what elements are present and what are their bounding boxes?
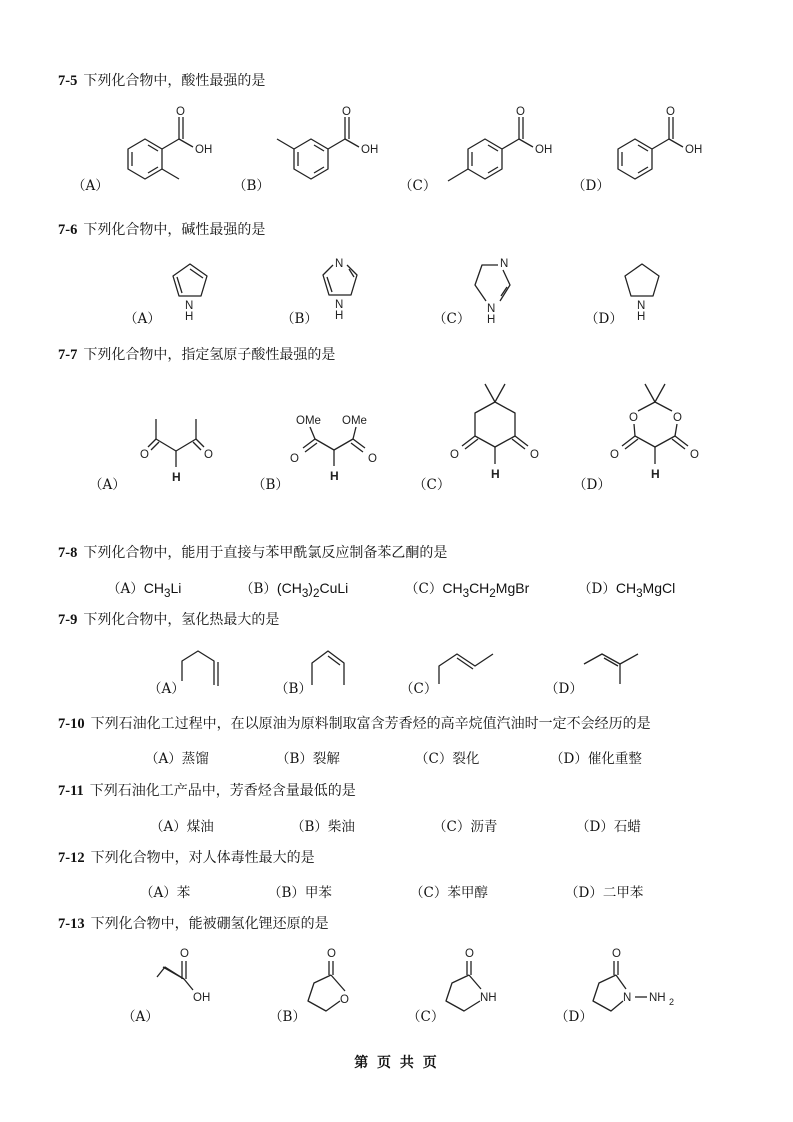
- question-stem: 下列化合物中，能用于直接与苯甲酰氯反应制备苯乙酮的是: [83, 545, 448, 561]
- question-7-10: [58, 715, 651, 733]
- structure-trans-2-pentene: [437, 642, 507, 692]
- atom-h: H: [487, 314, 496, 326]
- atom-oh: OH: [195, 144, 213, 156]
- question-stem: 下列化合物中，氢化热最大的是: [83, 612, 280, 628]
- question-stem: 下列化合物中，酸性最强的是: [83, 73, 266, 89]
- question-stem: 下列石油化工过程中，在以原油为原料制取富含芳香烃的高辛烷值汽油时一定不会经历的是: [90, 716, 651, 732]
- atom-n: N: [637, 300, 646, 312]
- option-c: （C）苯甲醇: [410, 885, 488, 901]
- structure-imidazoline: [470, 253, 520, 326]
- structure-3-methylbenzoic-acid: [275, 105, 395, 190]
- atom-h-designated: H: [491, 467, 500, 481]
- atom-o: O: [450, 449, 459, 461]
- option-a: $(A)CH_3Li$: [107, 580, 182, 600]
- structure-4-methylbenzoic-acid: [440, 105, 570, 190]
- question-7-6: [58, 221, 265, 239]
- question-number: 7-8: [58, 545, 78, 561]
- structure-pyrrole: [168, 258, 218, 323]
- question-stem: 下列化合物中，能被硼氢化锂还原的是: [90, 916, 329, 932]
- question-stem: 下列化合物中，对人体毒性最大的是: [90, 850, 315, 866]
- question-7-8: [58, 544, 447, 562]
- option-label-c: （C）: [400, 681, 438, 697]
- question-7-9: [58, 611, 279, 629]
- structure-meldrums-acid: [605, 380, 715, 490]
- atom-ome: OMe: [296, 415, 321, 427]
- structure-dimethyl-malonate: [290, 410, 390, 490]
- question-7-5: [58, 72, 265, 90]
- atom-o: O: [666, 106, 675, 118]
- option-label-d: （D）: [555, 1009, 593, 1025]
- option-d: （D）二甲苯: [565, 885, 644, 901]
- option-c: （C）裂化: [415, 751, 480, 767]
- option-label-c: （C）: [433, 311, 471, 327]
- question-number: 7-13: [58, 916, 85, 932]
- structure-butanoic-acid-chain: [155, 945, 235, 1020]
- atom-o: O: [530, 449, 539, 461]
- question-number: 7-11: [58, 783, 84, 799]
- atom-oh: OH: [535, 144, 553, 156]
- option-label-d: （D）: [585, 311, 623, 327]
- structure-acetylacetone: [140, 415, 240, 490]
- atom-ome: OMe: [342, 415, 367, 427]
- option-label-b: （B）: [269, 1009, 306, 1025]
- structure-gamma-butyrolactone: [300, 945, 370, 1020]
- atom-nh2: NH: [649, 992, 666, 1004]
- option-b: （B）甲苯: [268, 885, 332, 901]
- structure-2-pyrrolidinone: [438, 945, 518, 1020]
- question-number: 7-10: [58, 716, 85, 732]
- atom-h-designated: H: [651, 467, 660, 481]
- atom-o: O: [610, 449, 619, 461]
- structure-1-pentene: [180, 645, 240, 695]
- option-label-d: （D）: [578, 581, 616, 597]
- structure-2-methylbenzoic-acid: [115, 105, 225, 190]
- option-label-b: （B）: [281, 311, 318, 327]
- question-stem: 下列化合物中，碱性最强的是: [83, 222, 266, 238]
- question-number: 7-7: [58, 347, 78, 363]
- atom-h: H: [185, 311, 194, 323]
- option-b: $(B)(CH_3)_2CuLi$: [240, 580, 349, 600]
- option-label-d: （D）: [572, 178, 610, 194]
- option-label-c: （C）: [405, 581, 443, 597]
- atom-h-designated: H: [172, 470, 181, 484]
- atom-o: O: [629, 412, 638, 424]
- option-label-a: （A）: [72, 178, 109, 194]
- atom-o: O: [327, 948, 336, 960]
- question-number: 7-12: [58, 850, 85, 866]
- option-label-a: （A）: [148, 681, 185, 697]
- atom-oh: OH: [361, 144, 379, 156]
- atom-nh: NH: [480, 992, 497, 1004]
- atom-o: O: [673, 412, 682, 424]
- structure-cis-2-pentene: [310, 645, 370, 695]
- atom-o: O: [140, 449, 149, 461]
- option-label-c: （C）: [413, 477, 451, 493]
- option-label-c: （C）: [399, 178, 437, 194]
- atom-o: O: [612, 948, 621, 960]
- option-label-b: （B）: [233, 178, 270, 194]
- option-label-b: （B）: [275, 681, 312, 697]
- atom-oh: OH: [685, 144, 703, 156]
- option-d: $(D)CH_3MgCl$: [578, 580, 676, 600]
- option-label-a: （A）: [124, 311, 161, 327]
- option-b: （B）柴油: [291, 819, 355, 835]
- atom-o: O: [204, 449, 213, 461]
- atom-n: N: [185, 300, 194, 312]
- atom-h: H: [637, 311, 646, 323]
- atom-n: N: [487, 303, 496, 315]
- atom-o: O: [516, 106, 525, 118]
- atom-n: N: [335, 258, 344, 270]
- option-label-b: （B）: [252, 477, 289, 493]
- question-7-11: [58, 782, 356, 800]
- atom-o: O: [290, 453, 299, 465]
- atom-o: O: [690, 449, 699, 461]
- atom-nh2-subscript: 2: [669, 997, 675, 1007]
- option-label-a: （A）: [107, 581, 144, 597]
- atom-n: N: [335, 299, 344, 311]
- option-d: （D）石蜡: [576, 819, 641, 835]
- atom-o: O: [340, 994, 349, 1006]
- question-number: 7-9: [58, 612, 78, 628]
- option-label-d: （D）: [573, 477, 611, 493]
- question-7-13: [58, 915, 329, 933]
- structure-imidazole: [318, 253, 368, 323]
- option-d: （D）催化重整: [550, 751, 642, 767]
- structure-dimedone: [445, 380, 555, 490]
- atom-o: O: [180, 948, 189, 960]
- option-label-b: （B）: [240, 581, 277, 597]
- question-number: 7-6: [58, 222, 78, 238]
- structure-1-amino-2-pyrrolidinone: [585, 945, 695, 1020]
- question-stem: 下列石油化工产品中，芳香烃含量最低的是: [89, 783, 356, 799]
- option-label-a: （A）: [122, 1009, 159, 1025]
- question-number: 7-5: [58, 73, 78, 89]
- option-label-d: （D）: [545, 681, 583, 697]
- question-stem: 下列化合物中，指定氢原子酸性最强的是: [83, 347, 336, 363]
- atom-n: N: [623, 992, 632, 1004]
- atom-o: O: [176, 106, 185, 118]
- option-label-a: （A）: [89, 477, 126, 493]
- option-b: （B）裂解: [276, 751, 340, 767]
- option-label-c: （C）: [407, 1009, 445, 1025]
- option-a: （A）煤油: [150, 819, 214, 835]
- atom-o: O: [342, 106, 351, 118]
- atom-o: O: [465, 948, 474, 960]
- atom-h-designated: H: [330, 469, 339, 483]
- structure-pyrrolidine: [620, 258, 670, 323]
- option-a: （A）蒸馏: [145, 751, 209, 767]
- question-7-12: [58, 849, 315, 867]
- atom-oh: OH: [193, 992, 211, 1004]
- structure-benzoic-acid: [605, 105, 725, 190]
- question-7-7: [58, 346, 335, 364]
- atom-n: N: [500, 258, 509, 270]
- option-a: （A）苯: [140, 885, 191, 901]
- atom-o: O: [368, 453, 377, 465]
- option-c: $(C)CH_3CH_2MgBr$: [405, 580, 530, 600]
- page-footer: 第 页 共 页: [354, 1055, 439, 1071]
- option-c: （C）沥青: [433, 819, 498, 835]
- structure-2-methyl-2-butene: [582, 642, 652, 692]
- atom-h: H: [335, 310, 344, 322]
